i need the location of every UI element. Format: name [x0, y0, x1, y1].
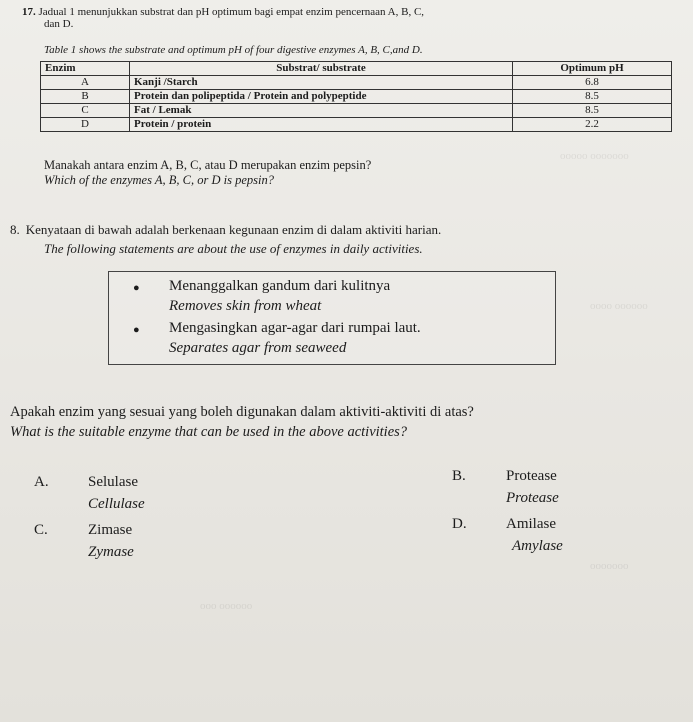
statements-box [108, 271, 556, 365]
option-letter: D. [452, 516, 467, 532]
option-en: Zymase [88, 544, 134, 560]
header-optimum-ph: Optimum pH [513, 62, 672, 76]
cell-enzyme: B [41, 90, 130, 104]
statement-en: Removes skin from wheat [169, 298, 322, 314]
option-en: Protease [506, 490, 559, 506]
table-row [41, 104, 672, 118]
option-ms: Selulase [88, 474, 138, 490]
q17-intro-line2: dan D. [44, 18, 74, 30]
option-ms: Protease [506, 468, 557, 484]
cell-ph: 6.8 [513, 76, 672, 90]
q18-heading [10, 222, 441, 238]
table-row [41, 118, 672, 132]
show-through-text: ooooooo [590, 560, 629, 572]
cell-substrate: Fat / Lemak [130, 104, 513, 118]
option-letter: B. [452, 468, 466, 484]
q17-number: 17. [22, 6, 36, 18]
option-letter: A. [34, 474, 49, 490]
q17-question-ms: Manakah antara enzim A, B, C, atau D merupakan enzim pepsin? [44, 158, 372, 172]
cell-substrate: Kanji /Starch [130, 76, 513, 90]
header-substrate: Substrat/ substrate [130, 62, 513, 76]
header-enzyme: Enzim [41, 62, 130, 76]
cell-ph: 8.5 [513, 90, 672, 104]
q18-intro-ms: Kenyataan di bawah adalah berkenaan kegunaan enzim di dalam aktiviti harian. [25, 222, 442, 237]
show-through-text: ooooooo ooooo [560, 150, 629, 162]
option-ms: Zimase [88, 522, 133, 538]
cell-enzyme: C [41, 104, 130, 118]
q18-question-en: What is the suitable enzyme that can be used in the above activities? [10, 424, 408, 440]
table-row [41, 76, 672, 90]
statement-ms: Mengasingkan agar-agar dari rumpai laut. [169, 320, 421, 336]
q17-intro-line1: Jadual 1 menunjukkan substrat dan pH optimum bagi empat enzim pencernaan A, B, C, [38, 6, 425, 18]
q17-table-caption: Table 1 shows the substrate and optimum pH of four digestive enzymes A, B, C,and D. [44, 44, 423, 56]
cell-substrate: Protein / protein [130, 118, 513, 132]
option-ms: Amilase [506, 516, 556, 532]
q17-question-en: Which of the enzymes A, B, C, or D is pepsin? [44, 173, 274, 187]
table-row [41, 90, 672, 104]
cell-enzyme: D [41, 118, 130, 132]
q18-question-ms: Apakah enzim yang sesuai yang boleh digunakan dalam aktiviti-aktiviti di atas? [10, 404, 474, 420]
q18-number: 8. [10, 222, 20, 237]
bullet-icon: ● [133, 282, 140, 294]
cell-ph: 2.2 [513, 118, 672, 132]
q18-intro-en: The following statements are about the use of enzymes in daily activities. [44, 241, 423, 256]
cell-enzyme: A [41, 76, 130, 90]
cell-ph: 8.5 [513, 104, 672, 118]
show-through-text: oooooo ooo [200, 600, 253, 612]
enzyme-table [40, 61, 672, 132]
show-through-text: oooooo oooo [590, 300, 648, 312]
option-en: Cellulase [88, 496, 145, 512]
q17-heading [22, 6, 682, 30]
option-letter: C. [34, 522, 48, 538]
option-en: Amylase [512, 538, 563, 554]
cell-substrate: Protein dan polipeptida / Protein and polypeptide [130, 90, 513, 104]
table-header-row [41, 62, 672, 76]
statement-ms: Menanggalkan gandum dari kulitnya [169, 278, 391, 294]
statement-en: Separates agar from seaweed [169, 340, 347, 356]
bullet-icon: ● [133, 324, 140, 336]
